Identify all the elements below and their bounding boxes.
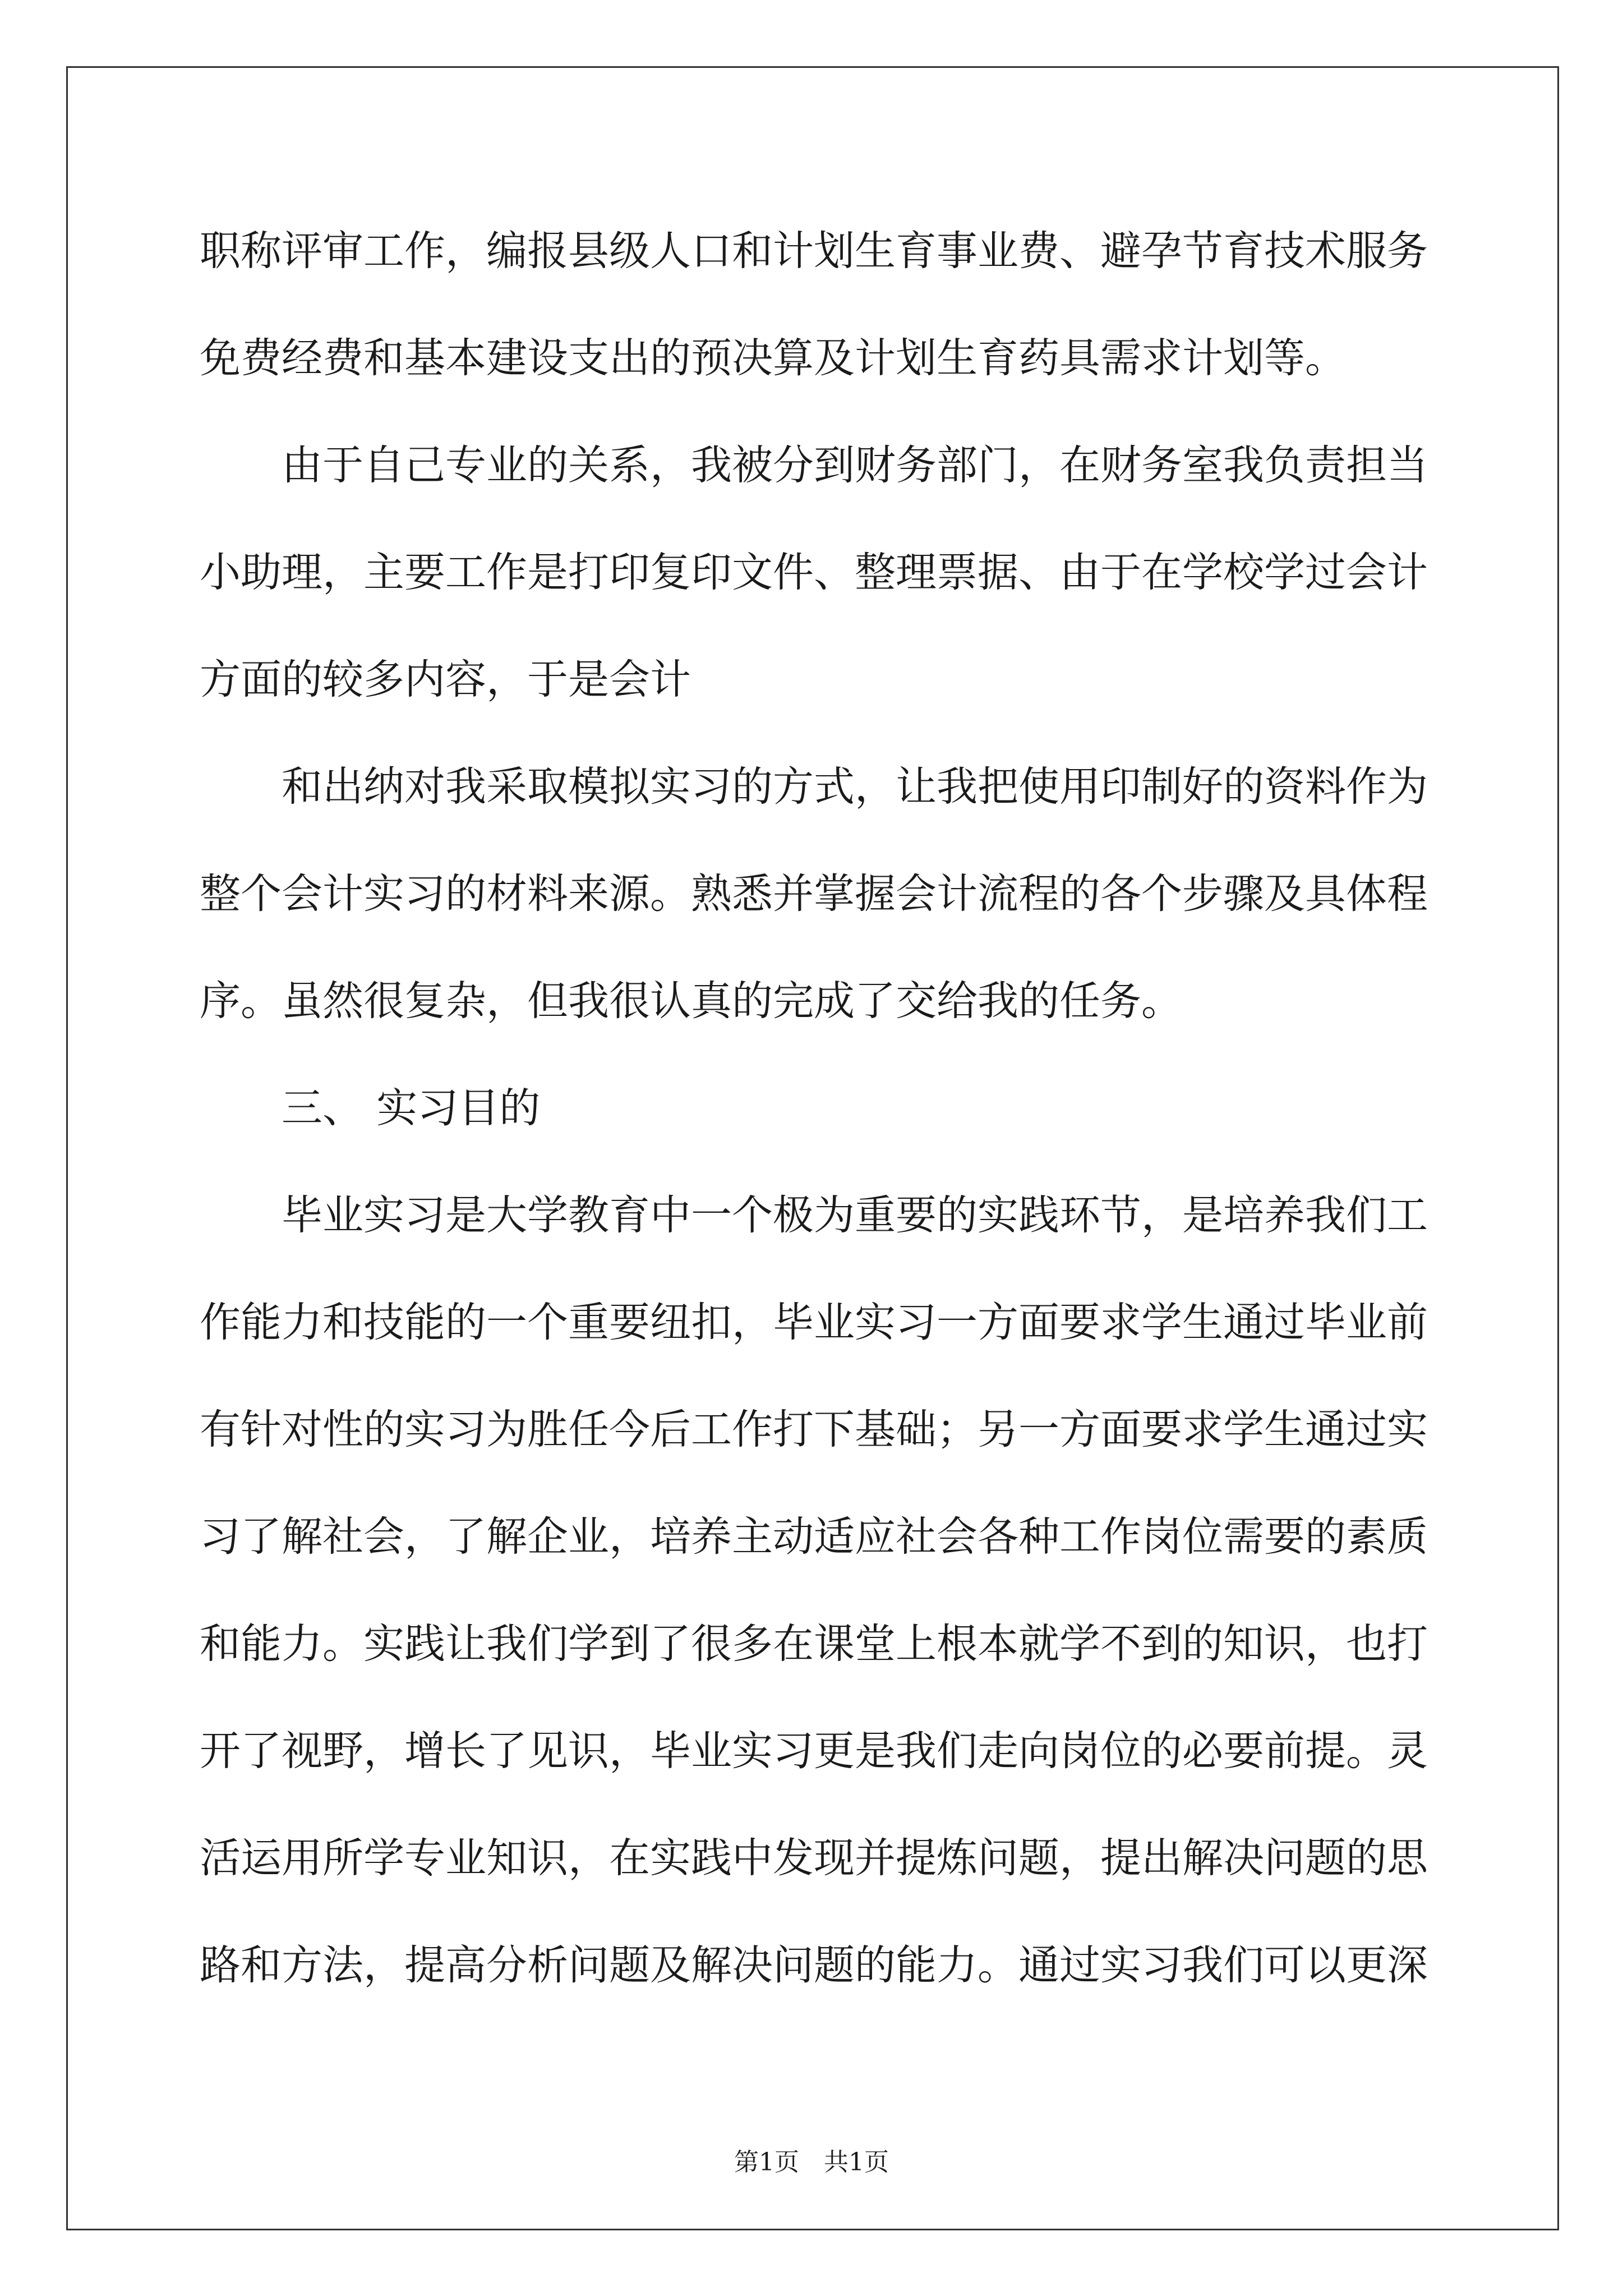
body-line-6: 和出纳对我采取模拟实习的方式，让我把使用印制好的资料作为 (200, 763, 1428, 811)
body-line-7: 整个会计实习的材料来源。熟悉并掌握会计流程的各个步骤及具体程 (200, 870, 1428, 918)
document-body (200, 197, 1428, 2019)
body-line-12: 有针对性的实习为胜任今后工作打下基础；另一方面要求学生通过实 (200, 1406, 1428, 1453)
body-line-4: 小助理，主要工作是打印复印文件、整理票据、由于在学校学过会计 (200, 549, 1428, 596)
body-line-16: 活运用所学专业知识，在实践中发现并提炼问题，提出解决问题的思 (200, 1834, 1428, 1882)
body-line-5: 方面的较多内容，于是会计 (200, 656, 691, 703)
body-line-8: 序。虽然很复杂，但我很认真的完成了交给我的任务。 (200, 977, 1182, 1025)
body-line-13: 习了解社会，了解企业，培养主动适应社会各种工作岗位需要的素质 (200, 1513, 1428, 1561)
body-line-11: 作能力和技能的一个重要纽扣，毕业实习一方面要求学生通过毕业前 (200, 1299, 1428, 1346)
body-line-17: 路和方法，提高分析问题及解决问题的能力。通过实习我们可以更深 (200, 1941, 1428, 1989)
page-number-footer: 第1页 共1页 (734, 2148, 889, 2177)
body-line-10: 毕业实习是大学教育中一个极为重要的实践环节，是培养我们工 (200, 1191, 1428, 1239)
body-line-1: 职称评审工作，编报县级人口和计划生育事业费、避孕节育技术服务 (200, 227, 1428, 275)
body-line-2: 免费经费和基本建设支出的预决算及计划生育药具需求计划等。 (200, 334, 1346, 382)
section-heading: 三、 实习目的 (200, 1084, 541, 1132)
body-line-14: 和能力。实践让我们学到了很多在课堂上根本就学不到的知识，也打 (200, 1620, 1428, 1668)
body-line-3: 由于自己专业的关系，我被分到财务部门，在财务室我负责担当 (200, 441, 1428, 489)
body-line-15: 开了视野，增长了见识，毕业实习更是我们走向岗位的必要前提。灵 (200, 1727, 1428, 1775)
